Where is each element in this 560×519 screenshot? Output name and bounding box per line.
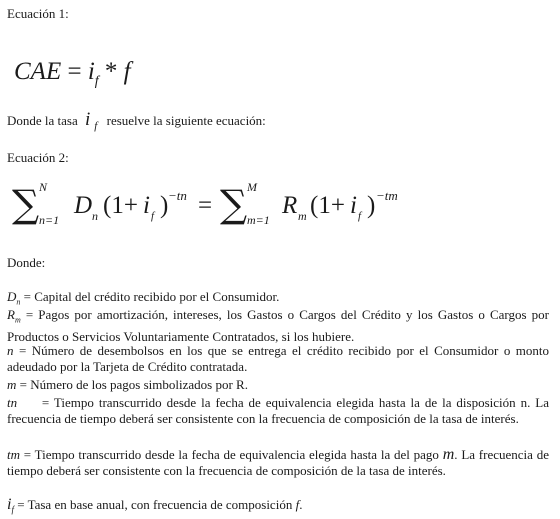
eq2-sum-left-upper: N <box>39 180 48 194</box>
eq2-paren-open-right: (1+ <box>310 192 345 219</box>
dn-symbol-sub: n <box>16 297 21 307</box>
eq2-i-left-sub: f <box>151 210 155 222</box>
definition-tm <box>7 447 549 479</box>
eq2-equals: = <box>198 192 213 219</box>
eq2-paren-close-left: ) <box>160 192 169 219</box>
n-symbol: n <box>7 343 14 358</box>
eq2-D: D <box>74 192 93 219</box>
eq1-times: * <box>104 58 118 85</box>
definition-tn <box>7 395 553 427</box>
heading-ecuacion-1: Ecuación 1: <box>7 6 69 21</box>
dn-symbol: D <box>7 289 17 304</box>
eq2-paren-open-left: (1+ <box>103 192 138 219</box>
tn-symbol: tn <box>7 395 18 410</box>
eq2-sum-left-lower: n=1 <box>39 213 60 227</box>
eq2-sum-right: ∑ <box>220 182 248 226</box>
m-text: = Número de los pagos simbolizados por R. <box>16 377 248 392</box>
heading-donde: Donde: <box>7 255 46 270</box>
definition-m <box>7 377 549 393</box>
eq2-D-sub: n <box>92 209 98 223</box>
if-text: = Tasa en base anual, con frecuencia de composición <box>13 497 296 512</box>
tm-text-pre: = Tiempo transcurrido desde la fecha de equivalencia elegida hasta la del pago <box>20 447 443 462</box>
rm-text: = Pagos por amortización, intereses, los Gastos o Cargos del Crédito y los Gastos o Cargos por Productos o Servicios Voluntariamente Contratados, si los hubiere. <box>7 307 549 344</box>
heading-ecuacion-2: Ecuación 2: <box>7 150 69 165</box>
eq1-equals: = <box>67 58 82 85</box>
eq2-R-sub: m <box>298 209 307 223</box>
equation-2 <box>12 180 432 236</box>
eq1-i-sub: f <box>94 74 99 89</box>
donde-tasa-i: i <box>85 109 91 130</box>
dn-text: = Capital del crédito recibido por el Consumidor. <box>20 289 280 304</box>
eq1-lhs: CAE <box>14 58 62 85</box>
definition-n <box>7 343 549 375</box>
m-symbol: m <box>7 377 17 392</box>
tn-text: = Tiempo transcurrido desde la fecha de equivalencia elegida hasta la de la disposición n. La frecuencia de tiempo deberá ser consistente con la frecuencia de composición de la tasa de interés. <box>7 395 553 426</box>
tm-text-post: . La frecuencia de tiempo deberá ser consistente con la frecuencia de composición de la tasa de interés. <box>7 447 549 478</box>
if-end: . <box>299 497 303 512</box>
rm-symbol: R <box>7 307 15 322</box>
donde-tasa-post: resuelve la siguiente ecuación: <box>106 113 266 128</box>
definition-rm <box>7 307 549 345</box>
donde-tasa-pre: Donde la tasa <box>7 113 78 128</box>
eq2-sum-right-upper: M <box>247 180 257 194</box>
eq1-f: f <box>123 58 131 85</box>
if-symbol: i <box>7 496 12 513</box>
eq1-i: i <box>87 58 95 85</box>
eq2-R: R <box>282 192 298 219</box>
equation-1 <box>14 58 131 90</box>
tm-m: m <box>442 446 455 463</box>
n-text: = Número de desembolsos en los que se entrega el crédito recibido por el Consumidor o monto adeudado por la Tarjeta de Crédito contratada. <box>7 343 549 374</box>
donde-tasa-line <box>7 109 266 132</box>
eq2-i-right: i <box>350 192 357 219</box>
definition-if <box>7 497 549 518</box>
eq2-exp-right: −tm <box>376 188 398 203</box>
eq2-paren-close-right: ) <box>367 192 376 219</box>
eq2-exp-left: −tn <box>168 188 187 203</box>
eq2-sum-right-lower: m=1 <box>247 213 270 227</box>
eq2-i-right-sub: f <box>358 210 362 222</box>
eq2-i-left: i <box>143 192 150 219</box>
donde-tasa-i-sub: f <box>94 119 98 132</box>
tm-symbol: tm <box>7 447 20 462</box>
if-f: f <box>295 497 300 512</box>
eq2-sum-left: ∑ <box>12 182 40 226</box>
rm-symbol-sub: m <box>14 315 21 325</box>
if-symbol-sub: f <box>11 504 14 515</box>
